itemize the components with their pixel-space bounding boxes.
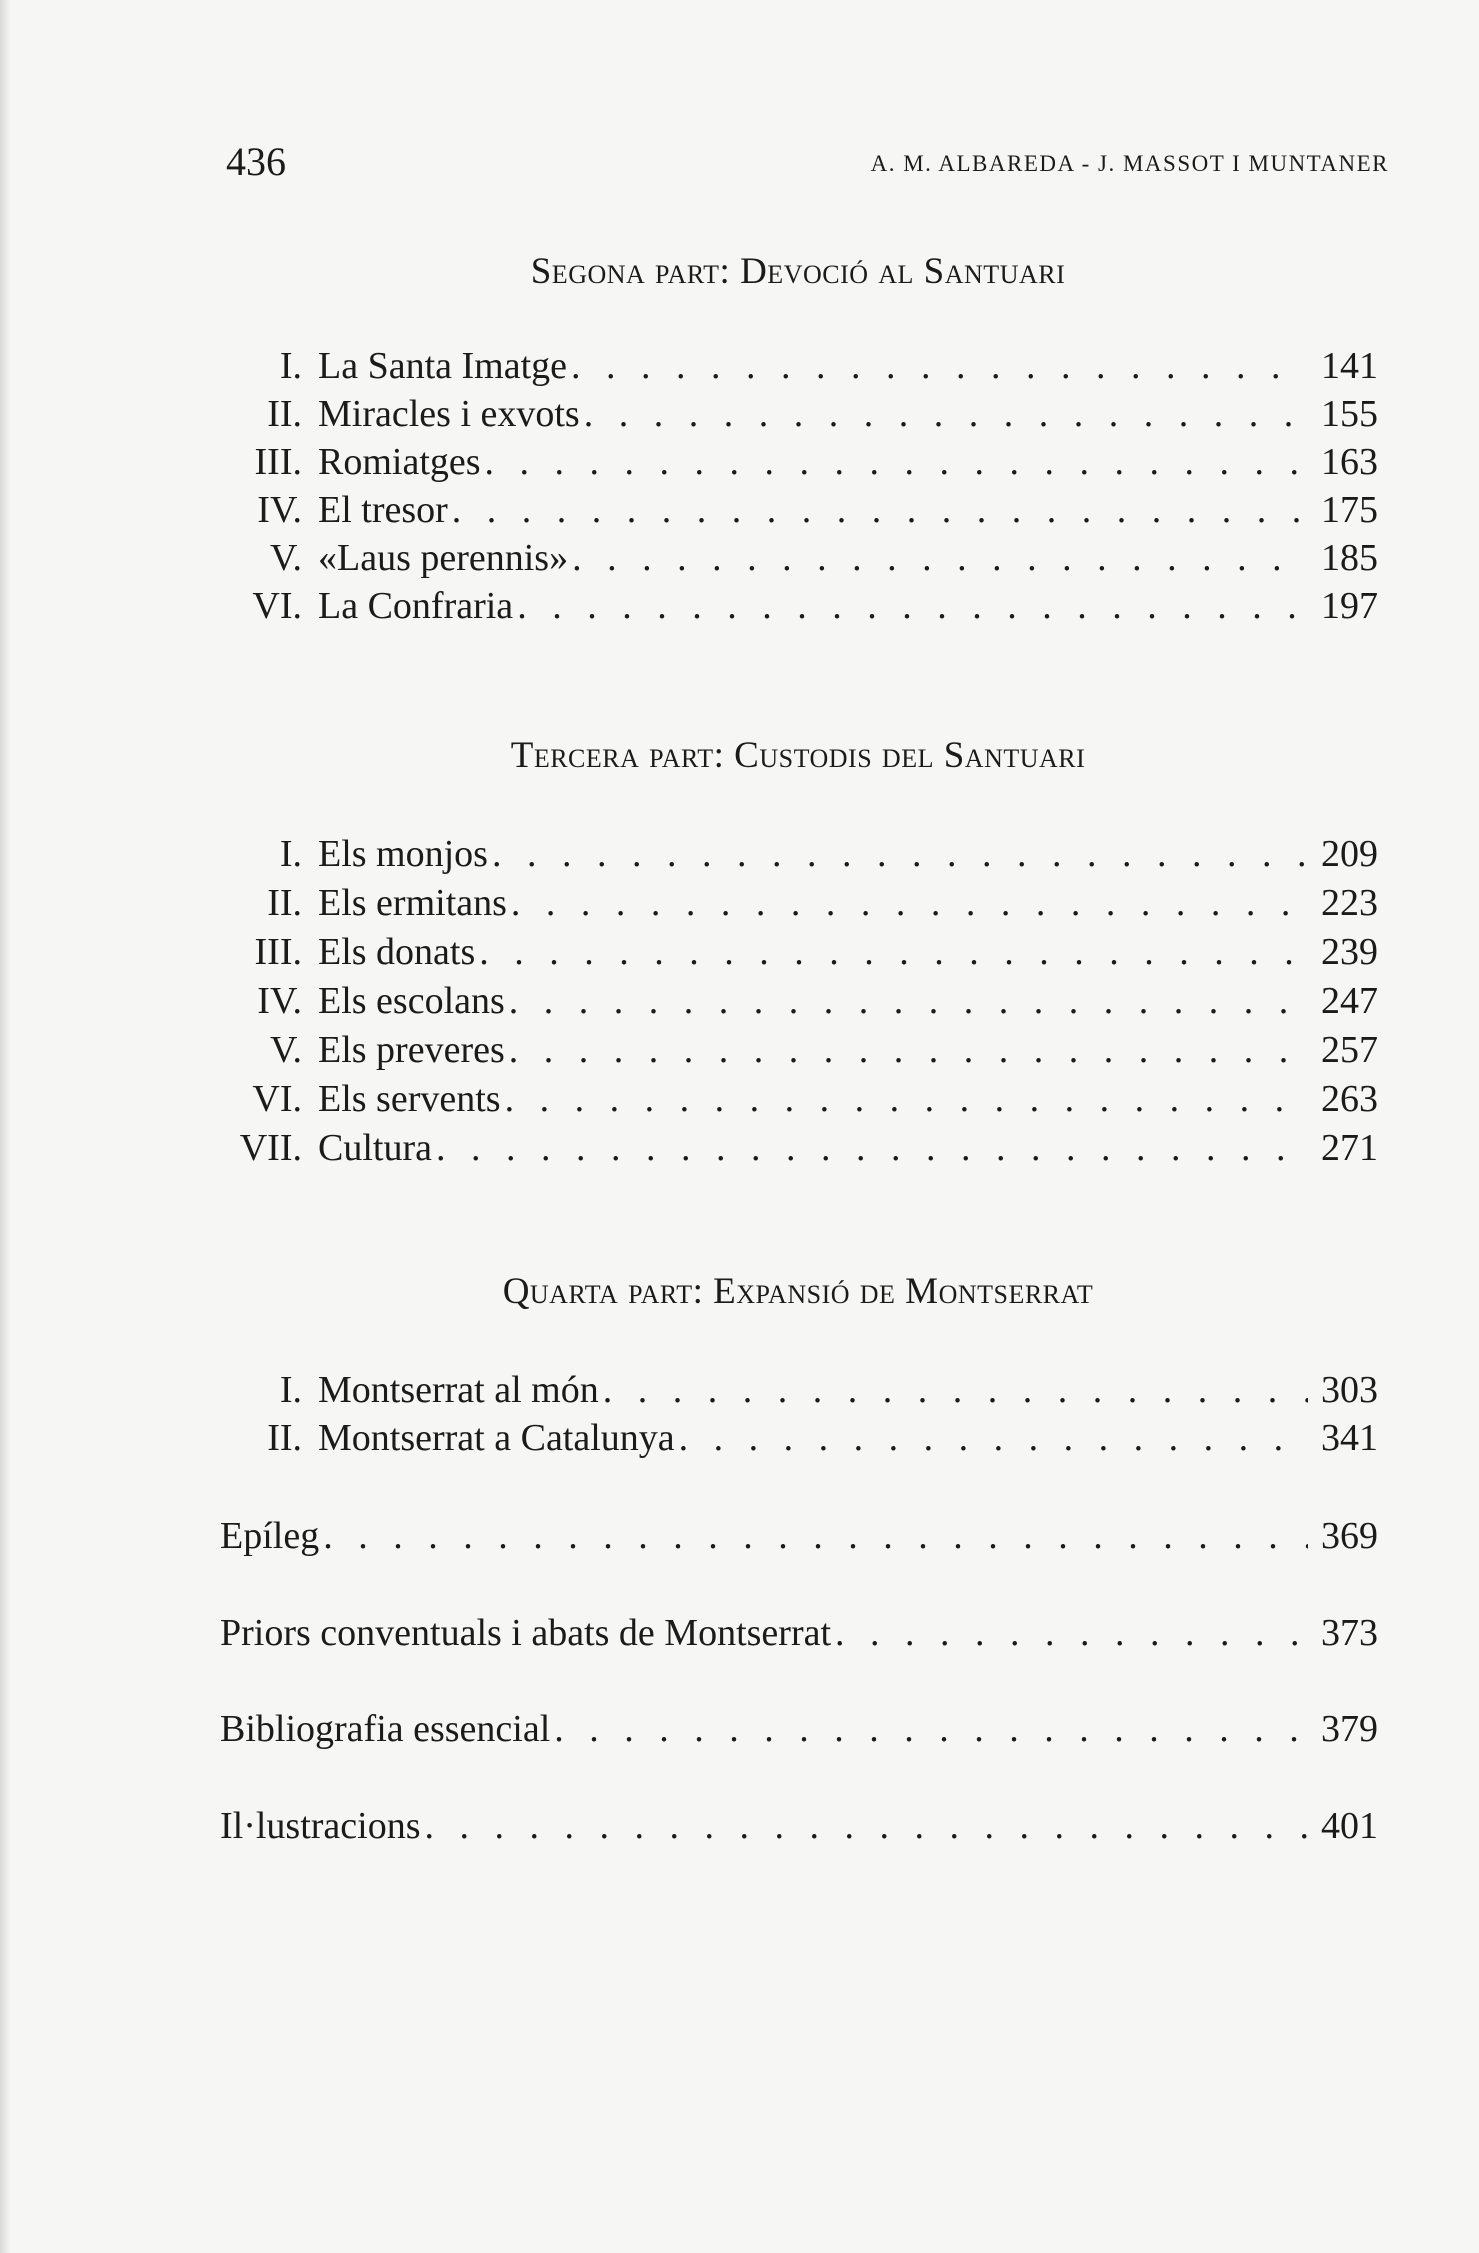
page-number: 436 (226, 139, 286, 184)
toc-entry[interactable] (218, 879, 1378, 927)
toc-entry-page: 271 (1321, 1127, 1378, 1169)
dot-leader (319, 1512, 1308, 1560)
dot-leader (448, 486, 1308, 534)
dot-leader (599, 1366, 1308, 1414)
toc-entry-page: 303 (1321, 1369, 1378, 1411)
toc-entry-page: 239 (1321, 931, 1378, 973)
toc-entry-title: Bibliografia essencial (220, 1708, 551, 1750)
toc-entry-number: III. (254, 441, 302, 483)
toc-entry-number: V. (269, 537, 302, 579)
toc-entry-page: 209 (1321, 833, 1378, 875)
toc-entry-page: 141 (1321, 345, 1378, 387)
toc-entry[interactable] (218, 486, 1378, 534)
dot-leader (421, 1802, 1308, 1850)
toc-entry-back-matter[interactable] (218, 1512, 1378, 1560)
toc-entry-title: Els monjos (318, 833, 488, 875)
dot-leader (567, 342, 1308, 390)
toc-entry-title: Els preveres (318, 1029, 505, 1071)
toc-entry-number: III. (254, 931, 302, 973)
toc-entry[interactable] (218, 342, 1378, 390)
toc-entry-back-matter[interactable] (218, 1802, 1378, 1850)
dot-leader (831, 1609, 1308, 1657)
toc-entry-page: 263 (1321, 1078, 1378, 1120)
toc-entry-title: Il·lustracions (220, 1805, 421, 1847)
toc-entry-number: I. (279, 345, 302, 387)
toc-entry[interactable] (218, 438, 1378, 486)
toc-entry-number: VII. (239, 1127, 302, 1169)
dot-leader (675, 1414, 1308, 1462)
toc-entry-page: 257 (1321, 1029, 1378, 1071)
dot-leader (580, 390, 1308, 438)
toc-entry-page: 247 (1321, 980, 1378, 1022)
toc-entry-page: 185 (1321, 537, 1378, 579)
toc-entry-title: Montserrat al món (318, 1369, 599, 1411)
toc-entry-number: II. (267, 1417, 302, 1459)
toc-entry-number: VI. (252, 585, 302, 627)
toc-entry-page: 175 (1321, 489, 1378, 531)
toc-entry-page: 341 (1321, 1417, 1378, 1459)
toc-entry[interactable] (218, 928, 1378, 976)
dot-leader (475, 928, 1308, 976)
toc-entry-page: 379 (1321, 1708, 1378, 1750)
toc-entry[interactable] (218, 1124, 1378, 1172)
toc-entry[interactable] (218, 977, 1378, 1025)
dot-leader (568, 534, 1308, 582)
toc-entry-title: Cultura (318, 1127, 432, 1169)
dot-leader (481, 438, 1308, 486)
toc-entry-page: 223 (1321, 882, 1378, 924)
toc-entry-page: 369 (1321, 1515, 1378, 1557)
toc-entry[interactable] (218, 1075, 1378, 1123)
toc-entry-number: II. (267, 882, 302, 924)
toc-entry-back-matter[interactable] (218, 1705, 1378, 1753)
toc-entry-page: 197 (1321, 585, 1378, 627)
toc-entry-title: Els servents (318, 1078, 501, 1120)
toc-entry-back-matter[interactable] (218, 1609, 1378, 1657)
toc-entry[interactable] (218, 390, 1378, 438)
toc-entry-title: La Confraria (318, 585, 514, 627)
toc-entry[interactable] (218, 534, 1378, 582)
toc-entry-title: El tresor (318, 489, 448, 531)
section-title-tercera: Tercera part: Custodis del Santuari (510, 735, 1086, 776)
toc-entry-title: Els ermitans (318, 882, 507, 924)
toc-entry[interactable] (218, 1026, 1378, 1074)
toc-entry-title: Priors conventuals i abats de Montserrat (220, 1612, 832, 1654)
toc-entry-page: 155 (1321, 393, 1378, 435)
dot-leader (505, 977, 1308, 1025)
running-head-authors: A. M. ALBAREDA - J. MASSOT I MUNTANER (870, 151, 1389, 176)
toc-entry-title: «Laus perennis» (318, 537, 569, 579)
dot-leader (507, 879, 1308, 927)
toc-entry[interactable] (218, 1414, 1378, 1462)
toc-entry-page: 401 (1321, 1805, 1378, 1847)
toc-entry-title: Els donats (318, 931, 476, 973)
running-head (218, 138, 1389, 188)
toc-entry-number: VI. (252, 1078, 302, 1120)
dot-leader (513, 582, 1308, 630)
section-title-quarta: Quarta part: Expansió de Montserrat (502, 1271, 1094, 1312)
toc-entry-number: IV. (257, 489, 302, 531)
toc-entry-title: La Santa Imatge (318, 345, 568, 387)
toc-entry-title: Epíleg (220, 1515, 320, 1557)
dot-leader (505, 1026, 1308, 1074)
toc-entry-page: 373 (1321, 1612, 1378, 1654)
toc-entry-title: Els escolans (318, 980, 505, 1022)
section-title-segona: Segona part: Devoció al Santuari (530, 251, 1066, 292)
toc-entry[interactable] (218, 582, 1378, 630)
toc-entry-number: I. (279, 833, 302, 875)
dot-leader (501, 1075, 1308, 1123)
toc-entry-title: Miracles i exvots (318, 393, 580, 435)
dot-leader (488, 830, 1308, 878)
toc-entry-number: IV. (257, 980, 302, 1022)
toc-entry[interactable] (218, 830, 1378, 878)
dot-leader (550, 1705, 1308, 1753)
toc-entry-number: I. (279, 1369, 302, 1411)
toc-entry-title: Romiatges (318, 441, 481, 483)
dot-leader (432, 1124, 1308, 1172)
toc-entry-title: Montserrat a Catalunya (318, 1417, 675, 1459)
toc-entry-page: 163 (1321, 441, 1378, 483)
toc-entry[interactable] (218, 1366, 1378, 1414)
page-edge-shadow (0, 0, 10, 2253)
toc-entry-number: V. (269, 1029, 302, 1071)
toc-entry-number: II. (267, 393, 302, 435)
